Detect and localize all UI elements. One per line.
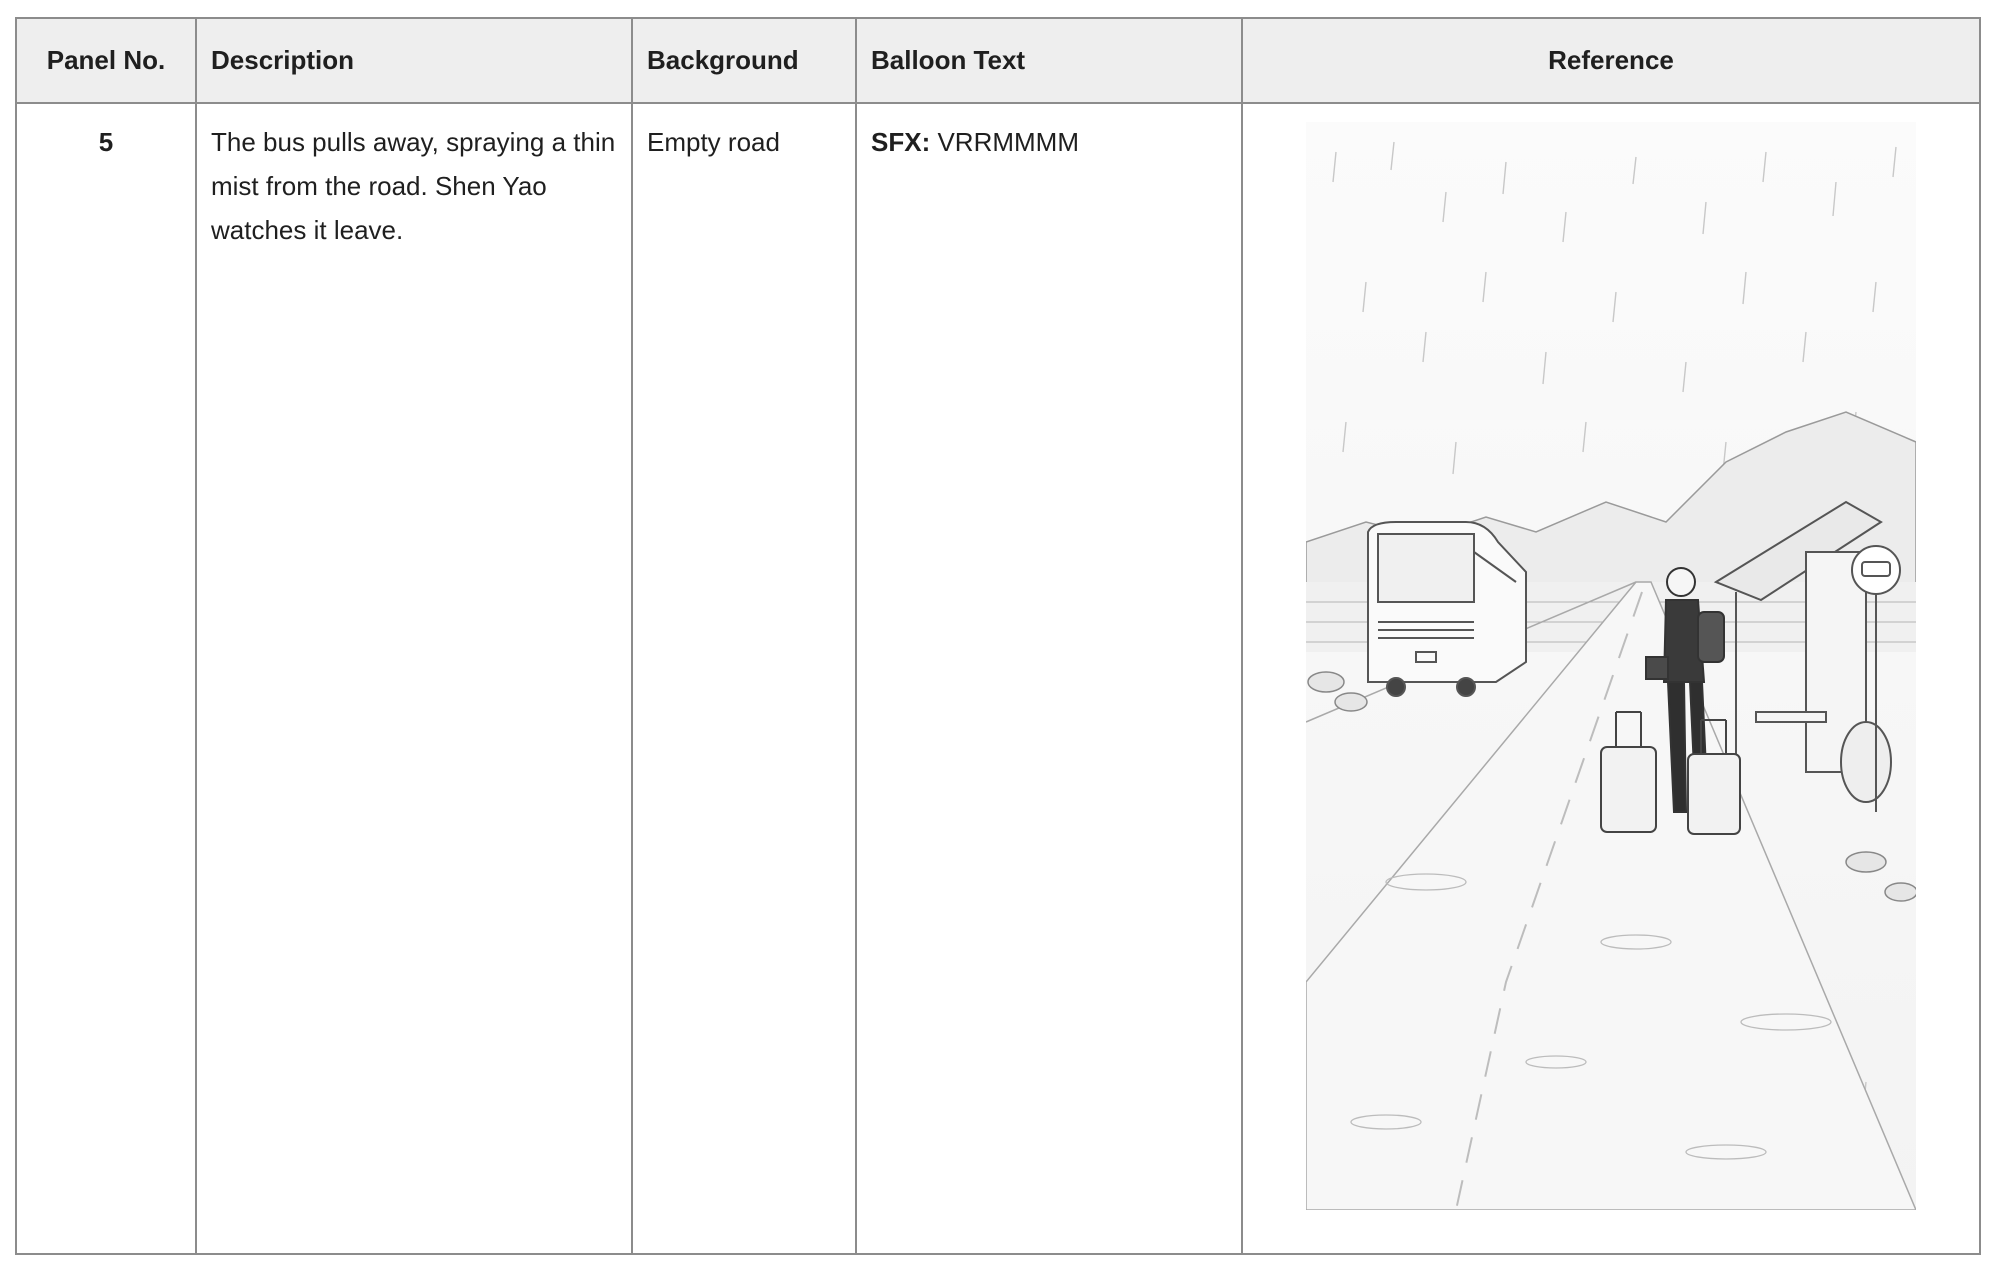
header-balloon-text: Balloon Text	[856, 18, 1242, 103]
header-description: Description	[196, 18, 632, 103]
reference-cell	[1242, 103, 1980, 1254]
script-table	[15, 17, 1981, 1255]
description-cell: The bus pulls away, spraying a thin mist from the road. Shen Yao watches it leave.	[196, 103, 632, 1254]
header-panel-no: Panel No.	[16, 18, 196, 103]
header-reference: Reference	[1242, 18, 1980, 103]
background-cell: Empty road	[632, 103, 856, 1254]
reference-illustration	[1306, 122, 1916, 1210]
panel-number-cell: 5	[16, 103, 196, 1254]
header-background: Background	[632, 18, 856, 103]
sfx-label: SFX:	[871, 127, 931, 157]
table-row	[16, 103, 1980, 1254]
bus-drawing	[1368, 522, 1526, 696]
balloon-text-cell	[856, 103, 1242, 1254]
header-row	[16, 18, 1980, 103]
sfx-text: VRRMMMM	[937, 127, 1079, 157]
